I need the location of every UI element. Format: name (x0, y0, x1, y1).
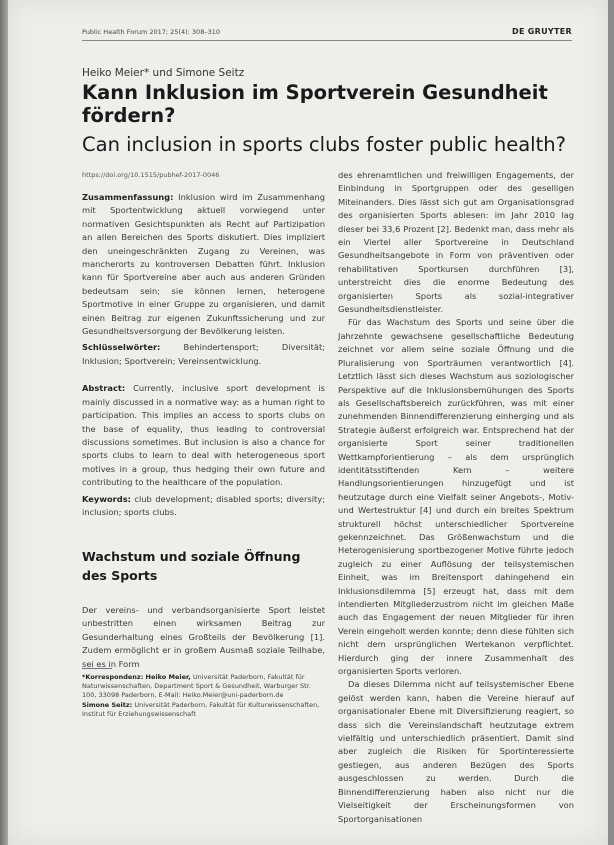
keywords-english (82, 493, 325, 520)
section-intro (82, 604, 325, 671)
abstract-german (82, 191, 325, 338)
footnote-text: Universität Paderborn, Fakultät für Naturwissenschaften, Department Sport & Gesundheit, Warburger Str. 100, 33098 Paderborn, E-Mail: Heiko.Meier@uni-paderborn.de (82, 673, 311, 700)
correspondence-footnote (82, 673, 322, 719)
keywords-german-text: Behindertensport; Diversität; Inklusion; Sportverein; Vereinsentwicklung. (82, 342, 325, 366)
footnote-label: *Korrespondenz: Heiko Meier, (82, 673, 191, 681)
abstract-german-label: Zusammenfassung: (82, 192, 174, 202)
scan-edge-shadow (0, 0, 8, 845)
keywords-german (82, 341, 325, 368)
title-english: Can inclusion in sports clubs foster public health? (82, 133, 566, 156)
abstract-english (82, 382, 325, 489)
keywords-english-text: club development; disabled sports; diversity; inclusion; sports clubs. (82, 493, 325, 517)
section-intro-text: Der vereins- und verbandsorganisierte Sport leistet unbestritten einen wirksamen Beitrag zur Gesunderhaltung eines Großteils der Bevölkerung [1]. Zudem ermöglicht er in großem Ausmaß soziale Teilhabe, sei es in Form (82, 605, 325, 669)
keywords-german-label: Schlüsselwörter: (82, 342, 161, 353)
running-head (82, 28, 572, 41)
footnote-text-2: Universität Paderborn, Fakultät für Kulturwissenschaften, Institut für Erziehungswissenschaft (82, 700, 320, 718)
footnote-divider (82, 668, 112, 669)
publisher-logo: DE GRUYTER (512, 27, 572, 36)
left-column (82, 191, 325, 519)
doi-link[interactable]: https://doi.org/10.1515/pubhef-2017-0046 (82, 171, 220, 179)
abstract-english-label: Abstract: (82, 383, 126, 394)
footnote-label-2: Simone Seitz: (82, 700, 133, 709)
abstract-english-text: Currently, inclusive sport development is mainly discussed in a normative way: as a human right to participation. This implies an access to sports clubs on the base of equality, thus leading to controversial discussions sometimes. But inclusion is also a chance for sports clubs to learn to deal with heterogeneous sport motives in a group, thus hedging their own future and contributing to the healthcare of the population. (82, 383, 325, 488)
body-paragraph-3: Da dieses Dilemma nicht auf teilsystemischer Ebene gelöst werden kann, haben die Vereine hierauf auf organisationaler Ebene mit Diversifizierung reagiert, so dass sich die Vereinslandschaft heutzutage extrem vielfältig und unterschiedlich präsentiert. Damit sind aber zugleich die Risiken für Sportinteressierte gestiegen, aus anderen Bezügen des Sports ausgeschlossen zu werden. Durch die Binnendifferenzierung haben also nicht nur die Vielseitigkeit der Erscheinungsformen von Sportorganisationen (338, 679, 574, 824)
journal-citation: Public Health Forum 2017; 25(4): 308–310 (82, 28, 220, 36)
body-paragraph-2: Für das Wachstum des Sports und seine über die Jahrzehnte gewachsene gesellschaftliche Bedeutung zeichnet vor allem seine soziale Öffnung und die Pluralisierung von Sporträumen verantwortlich [4]. Letztlich lässt sich dieses Wachstum aus soziologischer Perspektive auf die Inklusionsbemühungen des Sports als Gesellschaftsbereich zurückführen, was mit einer zunehmenden Binnendifferenzierung einherging und als Strategie äußerst erfolgreich war. Entsprechend hat der organisierte Sport seiner traditionellen Wettkampforientierung – als dem ursprünglich identitätsstiftenden Kern – weitere Handlungsorientierungen hinzugefügt und ist heutzutage durch eine Vielfalt seiner Angebots-, Motiv- und Wertestruktur [4] und durch ein breites Spektrum strukturell höchst unterschiedlicher Sportvereine gekennzeichnet. Das Größenwachstum und die Heterogenisierung sportbezogener Motive führte jedoch zugleich zu einer Auflösung der teilsystemischen Einheit, was im Breitensport dahingehend ein Inklusionsdilemma [5] erzeugt hat, dass mit dem intendierten Mitgliederzustrom nicht im gleichen Maße auch das Engagement der neuen Mitglieder für ihren Verein eingeholt werden konnte; denn diese fühlten sich nicht dem ursprünglichen Wertekanon verpflichtet. Hierdurch ging der innere Zusammenhalt des organisierten Sports verloren. (338, 317, 574, 677)
authors: Heiko Meier* und Simone Seitz (82, 67, 245, 79)
body-paragraph-1: des ehrenamtlichen und freiwilligen Engagements, der Einbindung in Sportgruppen oder des geselligen Miteinanders. Dies lässt sich gut am Organisationsgrad des organisierten Sports ablesen: im Jahr 2010 lag dieser bei 33,6 Prozent [2]. Bedenkt man, dass mehr als ein Viertel aller Sportvereine in Deutschland Gesundheitsangebote in Form von präventiven oder rehabilitativen Sportkursen durchführen [3], unterstreicht dies die enorme Bedeutung des organisierten Sports als sozial-integrativer Gesundheitsdienstleister. (338, 170, 574, 315)
keywords-english-label: Keywords: (82, 493, 131, 504)
right-column (338, 169, 574, 826)
abstract-german-text: Inklusion wird im Zusammenhang mit Sportentwicklung aktuell vorwiegend unter normativen Gesichtspunkten als Recht auf Partizipation an allen Bereichen des Sports diskutiert. Dies impliziert den uneingeschränkten Zugang zu Vereinen, was mancherorts zu kontroversen Debatten führt. Inklusion kann für Sportvereine aber auch aus anderen Gründen bedeutsam sein; sie können lernen, heterogene Sportmotive in einer Gruppe zu organisieren, und damit einen Beitrag zur eigenen Zukunftssicherung und zur Gesundheitsversorgung der Bevölkerung leisten. (82, 192, 325, 337)
title-german: Kann Inklusion im Sportverein Gesundheit fördern? (82, 81, 548, 127)
section-heading: Wachstum und soziale Öffnung des Sports (82, 549, 301, 583)
